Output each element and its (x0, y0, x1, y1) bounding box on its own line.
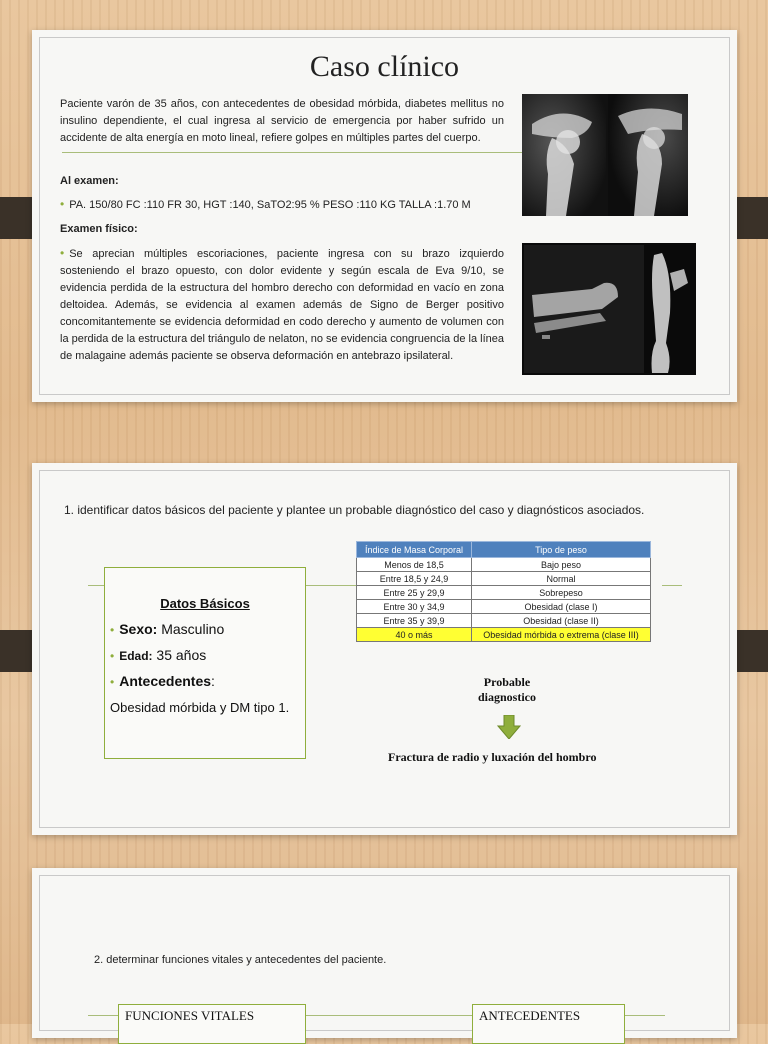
imc-cell: Entre 35 y 39,9 (357, 614, 472, 628)
bullet-icon: • (110, 649, 115, 663)
connector-line (625, 1015, 665, 1016)
connector-line-far-right (662, 585, 682, 586)
imc-header-cell: Índice de Masa Corporal (357, 542, 472, 558)
side-tab-right-2 (732, 630, 768, 672)
imc-cell: Bajo peso (472, 558, 651, 572)
sexo-item (110, 621, 305, 637)
down-arrow-icon (497, 715, 521, 743)
shoulder-xray-image (522, 94, 688, 216)
datos-basicos-title: Datos Básicos (160, 596, 250, 611)
connector-line (88, 1015, 118, 1016)
imc-cell: Sobrepeso (472, 586, 651, 600)
divider-line (62, 152, 552, 153)
imc-cell: Entre 25 y 29,9 (357, 586, 472, 600)
bullet-icon: • (110, 623, 115, 637)
side-tab-left-2 (0, 630, 36, 672)
funciones-vitales-box: FUNCIONES VITALES (118, 1004, 306, 1044)
imc-table (356, 541, 651, 642)
diagnosis-text: Fractura de radio y luxación del hombro (388, 750, 597, 764)
imc-cell: Normal (472, 572, 651, 586)
physical-heading: Examen físico: (60, 223, 138, 235)
antecedentes-item (110, 673, 305, 689)
imc-table-row (357, 558, 651, 572)
connector-line (306, 1015, 472, 1016)
imc-cell: Obesidad (clase II) (472, 614, 651, 628)
imc-cell: Menos de 18,5 (357, 558, 472, 572)
intro-paragraph: Paciente varón de 35 años, con antecedentes de obesidad mórbida, diabetes mellitus no insulino dependiente, el cual ingresa al servicio de emergencia por haber sufrido un accidente de alta energía en moto lineal, refiere golpes en múltiples partes del cuerpo. (60, 98, 504, 144)
bullet-icon: • (60, 246, 65, 260)
probable-diagnostico-label: Probable diagnostico (477, 675, 536, 704)
question-2: 2. determinar funciones vitales y antecedentes del paciente. (94, 954, 387, 966)
imc-table-row (357, 600, 651, 614)
slide-datos-basicos (32, 463, 737, 835)
exam-heading: Al examen: (60, 175, 119, 187)
physical-text: Se aprecian múltiples escoriaciones, paciente ingresa con su brazo izquierdo sosteniendo el brazo opuesto, con dolor evidente y según escala de Eva 9/10, se evidencia perdida de la estructura del hombro derecho con deformidad en vacío en zona deltoidea. Además, se evidencia al examen además de Signo de Berger positivo concomitantemente se evidencia deformidad en codo derecho y aumento de volumen con la perdida de la estructura del triángulo de nelaton, no se evidencia congruencia de la línea de malagaine además paciente se observa deformación en antebrazo ipsilateral. (60, 248, 504, 362)
imc-cell: Entre 30 y 34,9 (357, 600, 472, 614)
slide-caso-clinico (32, 30, 737, 402)
imc-cell: Obesidad (clase I) (472, 600, 651, 614)
connector-line-right (304, 585, 356, 586)
elbow-xray-image (522, 243, 696, 375)
imc-header-cell: Tipo de peso (472, 542, 651, 558)
imc-table-row (357, 572, 651, 586)
connector-line-left (88, 585, 104, 586)
question-1: 1. identificar datos básicos del paciente y plantee un probable diagnóstico del caso y diagnósticos asociados. (64, 503, 645, 517)
slide-funciones-vitales (32, 868, 737, 1038)
imc-cell: Entre 18,5 y 24,9 (357, 572, 472, 586)
imc-cell: 40 o más (357, 628, 472, 642)
antecedentes-value: Obesidad mórbida y DM tipo 1. (110, 700, 290, 715)
bullet-icon: • (60, 197, 65, 211)
bullet-icon: • (110, 675, 115, 689)
vitals-line (60, 196, 520, 214)
sexo-label: Sexo: (119, 621, 158, 637)
edad-value: 35 años (152, 647, 207, 663)
slide-title: Caso clínico (309, 50, 460, 83)
side-tab-left-1 (0, 197, 36, 239)
side-tab-right-1 (732, 197, 768, 239)
edad-label: Edad: (119, 649, 153, 663)
sexo-value: Masculino (157, 621, 225, 637)
antecedentes-label: Antecedentes (119, 673, 212, 689)
datos-basicos-box (104, 567, 306, 759)
imc-table-row (357, 614, 651, 628)
edad-item (110, 647, 305, 663)
imc-table-row (357, 628, 651, 642)
imc-table-row (357, 586, 651, 600)
antecedentes-colon: : (211, 673, 215, 689)
vitals-text: PA. 150/80 FC :110 FR 30, HGT :140, SaTO2:95 % PESO :110 KG TALLA :1.70 M (69, 199, 471, 211)
antecedentes-box: ANTECEDENTES (472, 1004, 625, 1044)
imc-cell: Obesidad mórbida o extrema (clase III) (472, 628, 651, 642)
physical-exam (60, 245, 504, 365)
